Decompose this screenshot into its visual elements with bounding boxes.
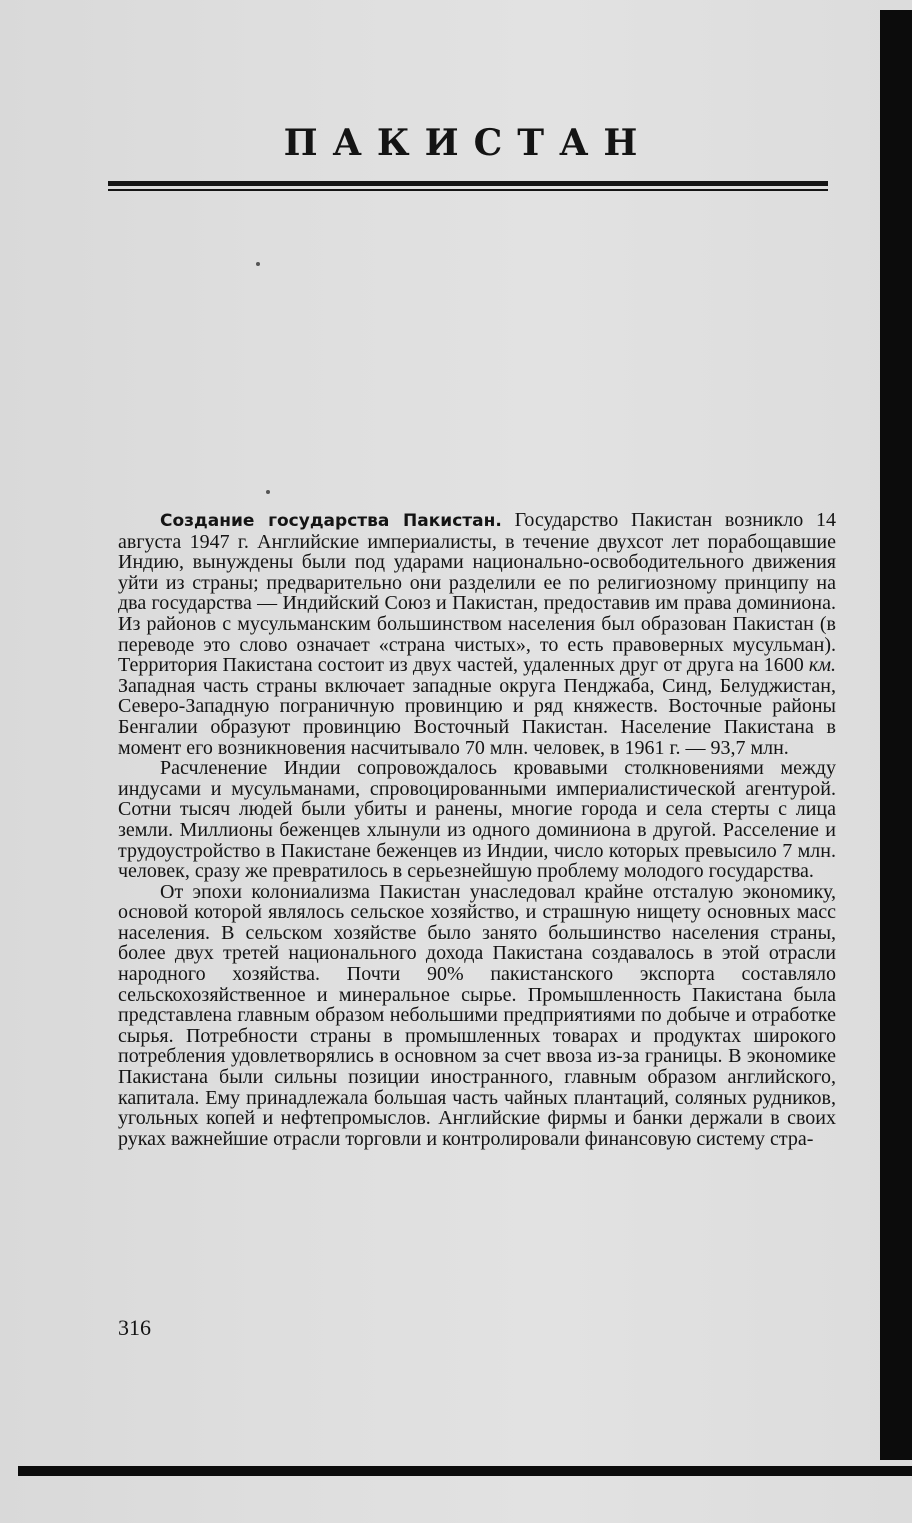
article-body bbox=[118, 510, 836, 1149]
unit-km: км. bbox=[808, 654, 836, 677]
title-rule-thin bbox=[108, 189, 828, 191]
scan-speck bbox=[266, 490, 270, 494]
paragraph-1-text-a: Государство Пакистан возникло 14 августа 1947 г. Английские империалисты, в течение двухсот лет порабощавшие Индию, вынуждены были под ударами национально-освободительного движения уйти из страны; предварительно они разделили ее по религиозному принципу на два государства — Индийский Союз и Пакистан, предоставив им права доминиона. Из районов с мусульманским большинством населения был образован Пакистан (в переводе это слово означает «страна чистых», то есть правоверных мусульман). Территория Пакистана состоит из двух частей, удаленных друг от друга на 1600 bbox=[118, 509, 837, 677]
page-number: 316 bbox=[118, 1315, 151, 1340]
chapter-title: ПАКИСТАН bbox=[283, 122, 653, 164]
paragraph-1 bbox=[118, 510, 836, 758]
paragraph-2: Расчленение Индии сопровождалось кровавыми столкновениями между индусами и мусульманами, спровоцированными империалистической агентурой. Сотни тысяч людей были убиты и ранены, многие города и села стерты с лица земли. Миллионы беженцев хлынули из одного доминиона в другой. Расселение и трудоустройство в Пакистане беженцев из Индии, число которых превысило 7 млн. человек, сразу же превратилось в серьезнейшую проблему молодого государства. bbox=[118, 757, 836, 883]
paragraph-3: От эпохи колониализма Пакистан унаследовал крайне отсталую экономику, основой которой являлось сельское хозяйство, и страшную нищету основных масс населения. В сельском хозяйстве было занято большинство населения страны, более двух третей национального дохода Пакистана создавалось в этой отрасли народного хозяйства. Почти 90% пакистанского экспорта составляло сельскохозяйственное и минеральное сырье. Промышленность Пакистана была представлена главным образом небольшими предприятиями по добыче и отработке сырья. Потребности страны в промышленных товарах и продуктах широкого потребления удовлетворялись в основном за счет ввоза из-за границы. В экономике Пакистана были сильны позиции иностранного, главным образом английского, капитала. Ему принадлежала большая часть чайных плантаций, соляных рудников, угольных копей и нефтепромыслов. Английские фирмы и банки держали в своих руках важнейшие отрасли торговли и контролировали финансовую систему стра- bbox=[118, 880, 836, 1150]
scan-edge-shadow-bottom bbox=[18, 1466, 912, 1476]
section-heading: Создание государства Пакистан. bbox=[160, 511, 502, 531]
title-rule-thick bbox=[108, 181, 828, 186]
scan-edge-shadow-right bbox=[880, 10, 912, 1460]
scan-speck bbox=[256, 262, 260, 266]
paragraph-1-text-b: Западная часть страны включает западные округа Пенджаба, Синд, Белуджистан, Северо-Западную пограничную провинцию и ряд княжеств. Восточные районы Бенгалии образуют провинцию Восточный Пакистан. Население Пакистана в момент его возникновения насчитывало 70 млн. человек, в 1961 г. — 93,7 млн. bbox=[118, 674, 836, 759]
